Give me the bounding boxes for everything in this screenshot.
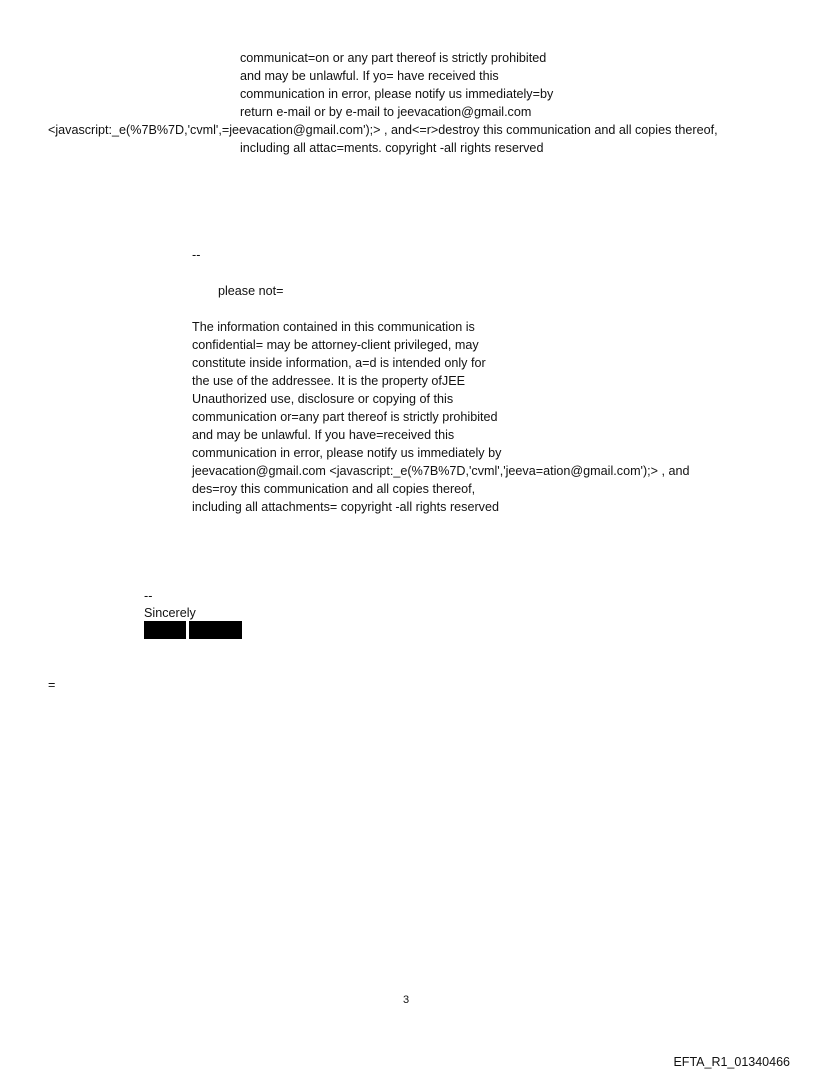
- page-number: 3: [403, 994, 410, 1006]
- document-id: EFTA_R1_01340466: [673, 1055, 790, 1069]
- body-line: <javascript:_e(%7B%7D,'cvml',=jeevacation@gmail.com');> , and<=r>destroy this communication and all copies thereof,: [48, 123, 718, 137]
- body-line: The information contained in this communication is: [192, 320, 475, 334]
- body-line: and may be unlawful. If you have=received this: [192, 428, 455, 442]
- body-line: including all attachments= copyright -all rights reserved: [192, 500, 499, 514]
- body-line: confidential= may be attorney-client privileged, may: [192, 338, 479, 352]
- separator: --: [144, 589, 153, 603]
- separator: --: [192, 248, 201, 262]
- trailing-mark: =: [48, 678, 56, 692]
- body-line: communication or=any part thereof is strictly prohibited: [192, 410, 498, 424]
- body-line: jeevacation@gmail.com <javascript:_e(%7B%7D,'cvml','jeeva=ation@gmail.com');> , and: [192, 464, 690, 478]
- body-line: des=roy this communication and all copies thereof,: [192, 482, 476, 496]
- body-line: return e-mail or by e-mail to jeevacation@gmail.com: [240, 105, 532, 119]
- body-line: and may be unlawful. If yo= have received this: [240, 69, 499, 83]
- body-line: Unauthorized use, disclosure or copying of this: [192, 392, 454, 406]
- redaction-bar: [189, 621, 242, 639]
- greeting: please not=: [218, 284, 284, 298]
- body-line: communication in error, please notify us immediately by: [192, 446, 502, 460]
- body-line: communication in error, please notify us immediately=by: [240, 87, 554, 101]
- redaction-bar: [144, 621, 186, 639]
- body-line: including all attac=ments. copyright -all rights reserved: [240, 141, 544, 155]
- body-line: the use of the addressee. It is the property ofJEE: [192, 374, 466, 388]
- closing: Sincerely: [144, 606, 196, 620]
- body-line: communicat=on or any part thereof is strictly prohibited: [240, 51, 547, 65]
- body-line: constitute inside information, a=d is intended only for: [192, 356, 486, 370]
